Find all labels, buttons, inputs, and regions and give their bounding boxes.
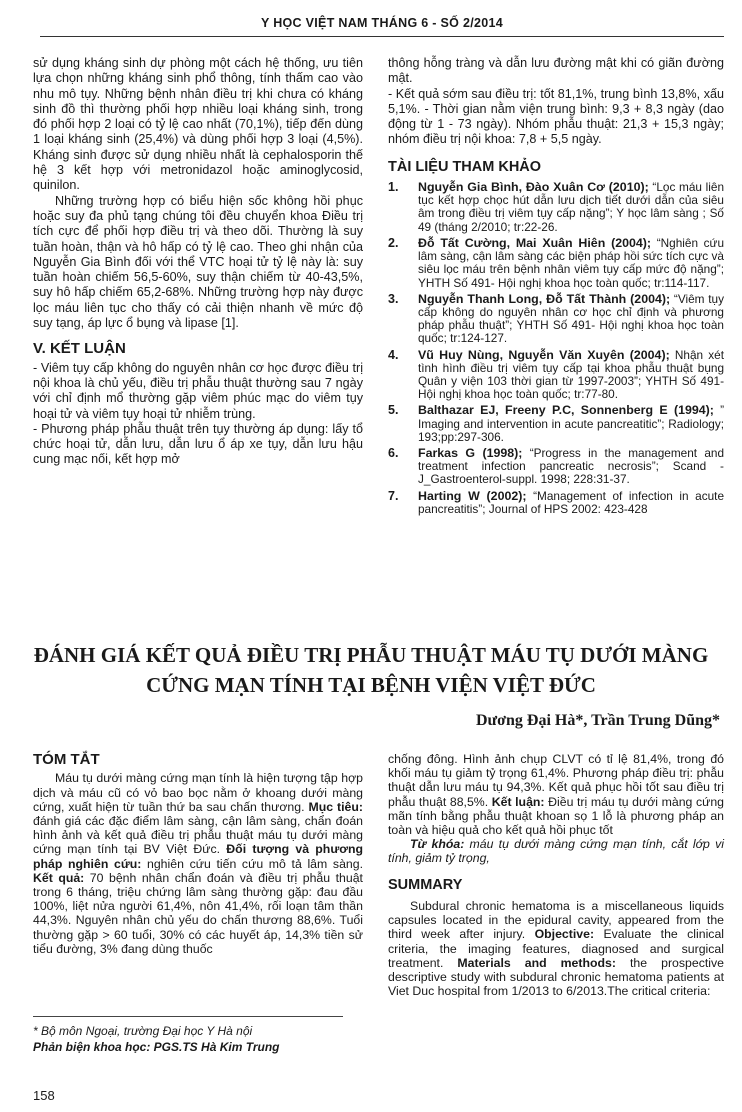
footnote-affiliation: * Bộ môn Ngoại, trường Đại học Y Hà nội bbox=[33, 1024, 253, 1038]
abstract-paragraph bbox=[33, 771, 363, 956]
reference-text: “Progress in the management and treatment infection pancreatic necrosis”; Scand -J_Gastroenterol-suppl. 1998; 228:31-37. bbox=[418, 445, 725, 487]
reference-text: “Nghiên cứu lâm sàng, cận lâm sàng các biện pháp hồi sức tích cực và siêu lọc máu trên bệnh nhân viêm tụy cấp mức độ nặng”; YHTH Số 491- Hội nghị khoa học toàn quốc; tr:114-117. bbox=[418, 235, 725, 290]
article-title-line: ĐÁNH GIÁ KẾT QUẢ ĐIỀU TRỊ PHẪU THUẬT MÁU TỤ DƯỚI MÀNG bbox=[33, 643, 709, 667]
reference-authors: Harting W (2002); bbox=[418, 488, 527, 503]
reference-item bbox=[388, 447, 724, 487]
summary-objective-text: Evaluate the clinical criteria, the imaging features, diagnosed and surgical treatment. bbox=[388, 927, 725, 970]
summary-heading: SUMMARY bbox=[388, 876, 463, 893]
keywords-label: Từ khóa: bbox=[410, 837, 465, 852]
abstract-intro: Máu tụ dưới màng cứng mạn tính là hiện tượng tập hợp dịch và máu cũ có vỏ bao bọc nằm ở khoang dưới màng cứng, xuất hiện từ tuần thứ ba sau chấn thương. bbox=[33, 771, 363, 814]
reference-item bbox=[388, 181, 724, 234]
abstract-paragraph bbox=[388, 752, 724, 837]
body-paragraph: Những trường hợp có biểu hiện sốc không hồi phục hoặc suy đa phủ tạng chúng tôi đều chuyển khoa Điều trị tích cực để phối hợp điều trị và theo dõi. Thường là suy tuần hoàn, thận và hô hấp có tỷ lệ cao. Theo ghi nhận của Nguyễn Gia Bình đối với thể VTC hoại tử tỷ lệ này là: suy tuần hoàn chiếm 56,5-60%, suy thận chiếm từ 40-43,5%, suy hô hấp chiếm 65,2-68%. Những trường hợp này được lọc máu liên tục cho thấy có cải thiện nhanh về mức độ suy tạng, áp lực ổ bụng và lipase [1]. bbox=[33, 193, 363, 331]
reference-number: 6. bbox=[388, 445, 399, 460]
keywords-line bbox=[388, 837, 724, 865]
summary-intro: Subdural chronic hematoma is a miscellaneous liquids capsules located in the epidural cavity, appeared from the third week after injury. bbox=[388, 898, 724, 942]
conclusion-item: - Viêm tụy cấp không do nguyên nhân cơ học được điều trị nội khoa là chủ yếu, điều trị phẫu thuật thường sau 7 ngày với chỉ định mổ thường gặp viêm phúc mạc do viêm tụy hoại tử và viêm tụy hoại tử nhiễm trùng. bbox=[33, 360, 363, 421]
reference-number: 3. bbox=[388, 291, 399, 306]
reference-item bbox=[388, 404, 724, 444]
body-paragraph: thông hỗng tràng và dẫn lưu đường mật khi có giãn đường mật. bbox=[388, 56, 724, 86]
summary-methods-text: the prospective descriptive study with subdural chronic hematoma patients at Viet Duc hospital from 1/2013 to 6/2013.The critical criteria: bbox=[388, 955, 725, 999]
reference-authors: Vũ Huy Nùng, Nguyễn Văn Xuyên (2004); bbox=[418, 347, 670, 362]
summary-methods-label: Materials and methods: bbox=[457, 955, 616, 970]
article-title bbox=[20, 640, 722, 700]
references-heading: TÀI LIỆU THAM KHẢO bbox=[388, 158, 542, 175]
reference-text: “Management of infection in acute pancreatitis”; Journal of HPS 2002: 423-428 bbox=[418, 488, 725, 516]
footnote bbox=[33, 1016, 343, 1055]
reference-authors: Nguyễn Thanh Long, Đỗ Tất Thành (2004); bbox=[418, 291, 671, 306]
reference-number: 2. bbox=[388, 235, 399, 250]
objective-text: đánh giá các đặc điểm lâm sàng, cận lâm sàng, chẩn đoán hình ảnh và kết quả điều trị phẫu thuật máu tụ dưới màng cứng mạn tính tại BV Việt Đức. bbox=[33, 813, 363, 857]
prev-article-right-column bbox=[388, 56, 724, 519]
reference-number: 5. bbox=[388, 403, 399, 418]
abstract-heading: TÓM TẮT bbox=[33, 751, 100, 768]
reference-text: “Viêm tụy cấp không do nguyên nhân cơ học chỉ định và phương pháp phẫu thuật”; YHTH Số 491- Hội nghị khoa học toàn quốc; tr:124-127. bbox=[418, 291, 725, 346]
reference-item bbox=[388, 490, 724, 516]
running-header: Y HỌC VIỆT NAM THÁNG 6 - SỐ 2/2014 bbox=[40, 10, 724, 37]
summary-paragraph bbox=[388, 899, 724, 998]
reference-number: 7. bbox=[388, 488, 399, 503]
methods-text: nghiên cứu tiến cứu mô tả lâm sàng. bbox=[147, 856, 364, 871]
reference-authors: Nguyễn Gia Bình, Đào Xuân Cơ (2010); bbox=[418, 180, 649, 195]
reference-authors: Balthazar EJ, Freeny P.C, Sonnenberg E (1994); bbox=[418, 403, 714, 418]
reference-authors: Farkas G (1998); bbox=[418, 445, 523, 460]
references-list bbox=[388, 181, 724, 516]
body-paragraph: - Kết quả sớm sau điều trị: tốt 81,1%, trung bình 13,8%, xấu 5,1%. - Thời gian nằm viện trung bình: 9,3 + 8,3 ngày (dao động từ 1 - 73 ngày). Nhóm phẫu thuật: 21,3 + 15,3 ngày; nhóm điều trị nội khoa: 7,8 + 5,5 ngày. bbox=[388, 86, 724, 147]
keywords-text: máu tụ dưới màng cứng mạn tính, cắt lớp vi tính, giảm tỷ trọng, bbox=[388, 837, 724, 866]
methods-label: Đối tượng và phương pháp nghiên cứu: bbox=[33, 842, 363, 871]
conclusion-text: Điều trị máu tụ dưới màng cứng mãn tính bằng phẫu thuật khoan sọ 1 lỗ là phương pháp an toàn và hiệu quả cho kết quả hồi phục tốt bbox=[388, 794, 725, 838]
reference-item bbox=[388, 237, 724, 290]
abstract-continuation: chống đông. Hình ảnh chụp CLVT có tỉ lệ 81,4%, trong đó khối máu tụ giảm tỷ trọng 61,4%. Phương pháp điều trị: phẫu thuật dẫn lưu máu tụ 94,3%. Kết quả phục hồi tốt sau điều trị phẫu thuật 88,5%. bbox=[388, 752, 724, 809]
reference-authors: Đỗ Tất Cường, Mai Xuân Hiên (2004); bbox=[418, 235, 652, 250]
objective-label: Mục tiêu: bbox=[308, 799, 363, 814]
conclusion-label: Kết luận: bbox=[491, 794, 545, 809]
article-title-line: CỨNG MẠN TÍNH TẠI BỆNH VIỆN VIỆT ĐỨC bbox=[146, 673, 596, 697]
article-authors: Dương Đại Hà*, Trần Trung Dũng* bbox=[476, 712, 720, 729]
abstract-column bbox=[33, 752, 363, 956]
summary-objective-label: Objective: bbox=[534, 927, 595, 942]
prev-article-left-column bbox=[33, 56, 363, 468]
conclusion-item: - Phương pháp phẫu thuật trên tụy thường áp dụng: lấy tổ chức hoại tử, dẫn lưu, dẫn lưu ổ áp xe tụy, dẫn lưu hậu cung mạc nối, kết hợp mở bbox=[33, 421, 363, 467]
page-number: 158 bbox=[33, 1088, 55, 1103]
results-label: Kết quả: bbox=[33, 870, 85, 885]
reference-text: ” Imaging and intervention in acute pancreatitic”; Radiology; 193;pp:297-306. bbox=[418, 403, 724, 444]
reference-item bbox=[388, 293, 724, 346]
results-text: 70 bệnh nhân chẩn đoán và điều trị phẫu thuật trong 6 tháng, triệu chứng lâm sàng thường gặp: đau đầu 100%, liệt nửa người 61,4%, nôn 41,4%, rối loạn tâm thần 44,3%. Nguyên nhân chủ yếu do chấn thương 88,6%. Tuổi thường gặp > 60 tuổi, 30% có các huyết áp, 14,3% tiền sử tiểu đường, 3% đang dùng thuốc bbox=[33, 870, 363, 956]
body-paragraph: sử dụng kháng sinh dự phòng một cách hệ thống, ưu tiên lựa chọn những kháng sinh phổ thông, tính thấm cao vào nhu mô tụy. Những bệnh nhân điều trị khi chưa có kháng sinh đồ thì thường phối hợp nhiều loại kháng sinh, trong đó phối hợp 2 loại có tỷ lệ cao nhất (70,1%), tiếp đến dùng 1 loại kháng sinh (25,4%) và dùng phối hợp 3 loại (4,5%). Kháng sinh được sử dụng nhiều nhất là cephalosporin thế hệ 3 kết hợp với metronidazol hoặc aminoglycosid, quinilon. bbox=[33, 56, 363, 193]
reference-item bbox=[388, 349, 724, 402]
conclusion-heading: V. KẾT LUẬN bbox=[33, 340, 126, 358]
reference-text: Nhận xét tình hình điều trị viêm tụy cấp tại khoa phẫu thuật bụng Quân y viện 103 thời gian từ 1997-2003”; YHTH Số 491- Hội nghị khoa học toàn quốc; tr:77-80. bbox=[418, 347, 725, 402]
summary-column bbox=[388, 752, 724, 998]
reference-text: “Lọc máu liên tục kết hợp chọc hút dẫn lưu dịch tiết dưới dẫn của siêu âm trong điều trị viêm tụy cấp nặng”; Y học lâm sàng ; Số 49 (tháng 2/2010; tr:22-26. bbox=[418, 180, 725, 234]
reference-number: 4. bbox=[388, 347, 399, 362]
footnote-reviewer: Phản biện khoa học: PGS.TS Hà Kim Trung bbox=[33, 1040, 280, 1054]
reference-number: 1. bbox=[388, 180, 399, 195]
